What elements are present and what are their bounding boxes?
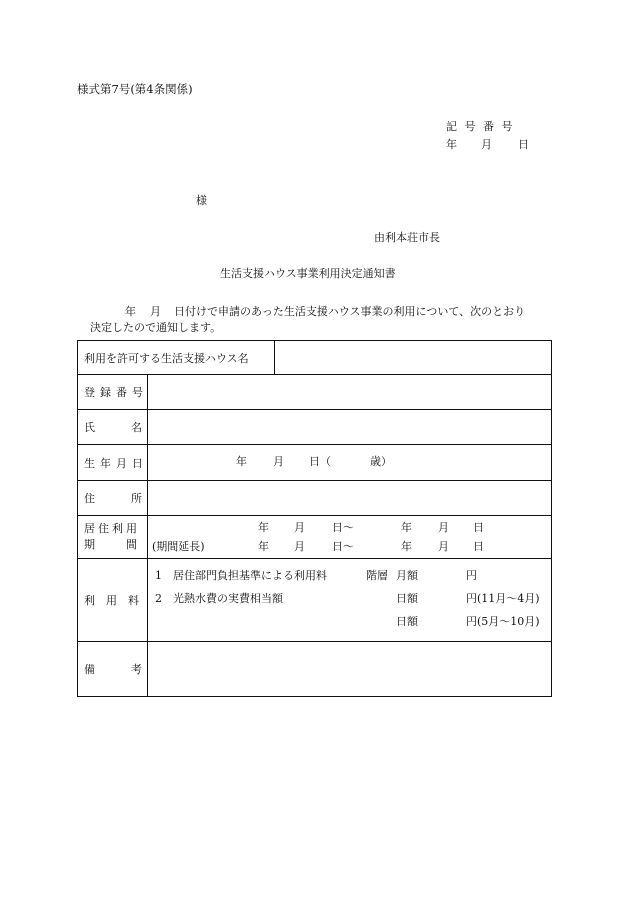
fee-item-1-period: 月額	[396, 569, 418, 582]
period-label-cell	[78, 516, 148, 559]
extension-end-year: 年	[401, 540, 412, 553]
registration-label: 登録番号	[78, 375, 148, 410]
address-row	[78, 481, 552, 516]
fee-value-cell	[148, 559, 552, 642]
remarks-value	[148, 642, 552, 697]
document-number-label: 記 号 番 号	[446, 120, 515, 133]
address-label-cell	[78, 481, 148, 516]
period-start-year: 年	[258, 521, 269, 534]
document-title: 生活支援ハウス事業利用決定通知書	[220, 267, 396, 280]
fee-item-2-yen: 円(11月〜4月)	[466, 592, 540, 605]
facility-label: 利用を許可する生活支援ハウス名	[78, 341, 275, 375]
address-label	[84, 490, 142, 506]
birth-day: 日（	[309, 455, 331, 468]
extension-start-day: 日〜	[332, 540, 354, 553]
period-end-day: 日	[473, 521, 484, 534]
remarks-label-1: 備	[84, 663, 95, 676]
period-value-cell	[148, 516, 552, 559]
period-start-day: 日〜	[332, 521, 354, 534]
period-end-month: 月	[438, 521, 449, 534]
body-month: 月	[150, 305, 161, 318]
fee-label: 利 用 料	[78, 559, 148, 642]
fee-item-1-yen: 円	[466, 569, 477, 582]
fee-item-1: 1 居住部門負担基準による利用料	[155, 569, 327, 582]
name-value	[148, 410, 552, 445]
extension-start-month: 月	[294, 540, 305, 553]
address-label-2: 所	[131, 492, 142, 505]
fee-item-2: 2 光熱水費の実費相当額	[155, 592, 283, 605]
remarks-label-2: 考	[131, 663, 142, 676]
address-label-1: 住	[84, 492, 95, 505]
registration-row	[78, 375, 552, 410]
birthdate-row	[78, 445, 552, 481]
extension-start-year: 年	[258, 540, 269, 553]
issuer-name: 由利本荘市長	[374, 231, 440, 244]
fee-row	[78, 559, 552, 642]
body-line-2: 決定したので通知します。	[90, 321, 222, 334]
remarks-label-cell	[78, 642, 148, 697]
birth-month: 月	[273, 455, 284, 468]
period-start-month: 月	[294, 521, 305, 534]
name-label-cell	[78, 410, 148, 445]
extension-label: (期間延長)	[152, 540, 205, 553]
date-month-label: 月	[481, 138, 492, 151]
date-day-label: 日	[518, 138, 529, 151]
extension-end-month: 月	[438, 540, 449, 553]
period-label-line-1: 居住利用	[84, 522, 140, 535]
period-label-line-2: 期 間	[84, 538, 140, 551]
addressee-suffix: 様	[196, 194, 207, 207]
birth-year: 年	[236, 455, 247, 468]
registration-value	[148, 375, 552, 410]
facility-value	[275, 341, 552, 375]
name-label	[84, 419, 142, 435]
date-year-label: 年	[446, 138, 457, 151]
fee-item-2-period: 日額	[396, 592, 418, 605]
period-row	[78, 516, 552, 559]
name-row	[78, 410, 552, 445]
name-label-1: 氏	[84, 421, 95, 434]
remarks-label	[84, 661, 142, 677]
fee-item-1-unit: 階層	[366, 569, 388, 582]
form-number: 様式第7号(第4条関係)	[77, 82, 193, 96]
period-end-year: 年	[401, 521, 412, 534]
body-year: 年	[125, 305, 136, 318]
facility-row	[78, 341, 552, 375]
remarks-row	[78, 642, 552, 697]
body-text: 日付けで申請のあった生活支援ハウス事業の利用について、次のとおり	[174, 305, 526, 318]
birthdate-value-cell	[148, 445, 552, 481]
name-label-2: 名	[131, 421, 142, 434]
fee-item-3-period: 日額	[396, 615, 418, 628]
address-value	[148, 481, 552, 516]
fee-item-3-yen: 円(5月〜10月)	[466, 615, 540, 628]
extension-end-day: 日	[473, 540, 484, 553]
birth-age: 歳）	[370, 455, 392, 468]
birthdate-label: 生年月日	[78, 445, 148, 481]
decision-table	[77, 340, 552, 697]
